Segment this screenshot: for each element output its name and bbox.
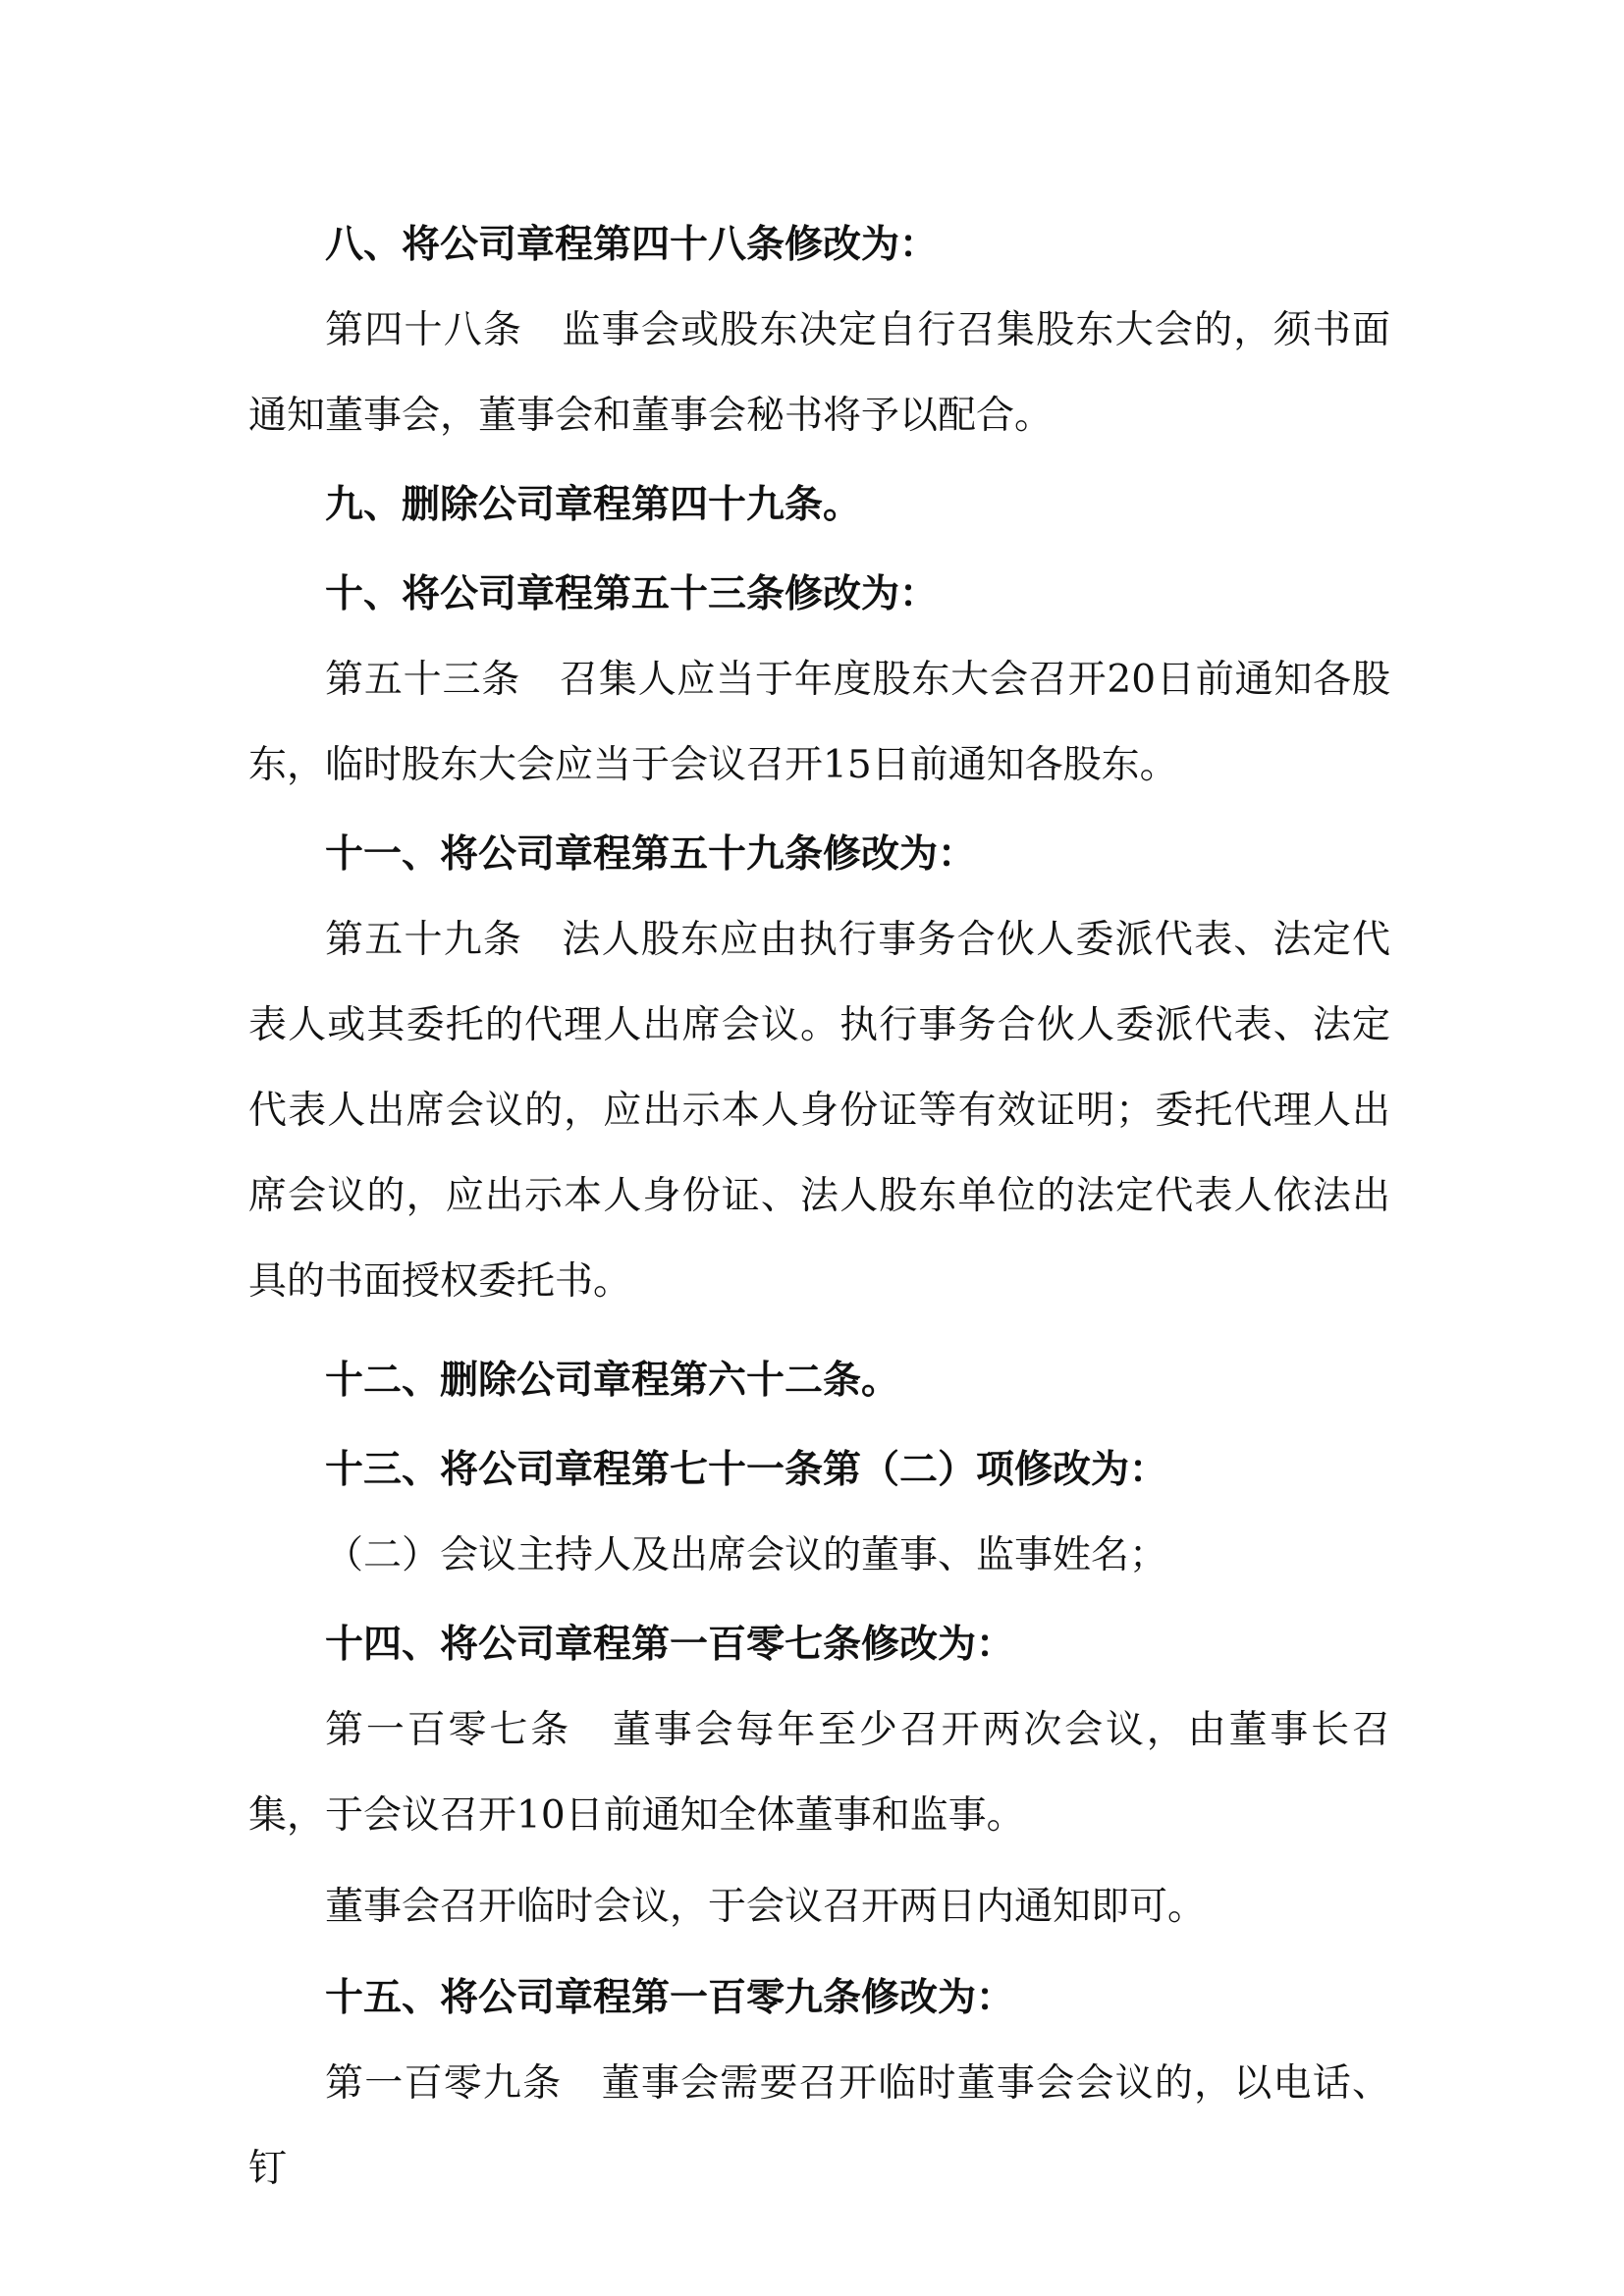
article-107-body: 第一百零七条 董事会每年至少召开两次会议，由董事长召集，于会议召开10日前通知全体董事和监事。 bbox=[248, 1708, 1390, 1838]
article-109-body: 第一百零九条 董事会需要召开临时董事会会议的，以电话、钉 bbox=[248, 2061, 1390, 2191]
document-content bbox=[248, 202, 1390, 2212]
section-heading-9: 九、删除公司章程第四十九条。 bbox=[325, 483, 862, 527]
article-107-extra: 董事会召开临时会议，于会议召开两日内通知即可。 bbox=[325, 1885, 1207, 1929]
section-heading-10: 十、将公司章程第五十三条修改为： bbox=[325, 572, 939, 616]
section-heading-13: 十三、将公司章程第七十一条第（二）项修改为： bbox=[325, 1448, 1168, 1492]
section-heading-8: 八、将公司章程第四十八条修改为： bbox=[325, 223, 939, 267]
article-48-body: 第四十八条 监事会或股东决定自行召集股东大会的，须书面通知董事会，董事会和董事会秘书将予以配合。 bbox=[248, 308, 1390, 438]
section-heading-12: 十二、删除公司章程第六十二条。 bbox=[325, 1359, 900, 1403]
section-heading-14: 十四、将公司章程第一百零七条修改为： bbox=[325, 1623, 1015, 1667]
section-heading-11: 十一、将公司章程第五十九条修改为： bbox=[325, 832, 977, 877]
article-59-body: 第五十九条 法人股东应由执行事务合伙人委派代表、法定代表人或其委托的代理人出席会议。执行事务合伙人委派代表、法定代表人出席会议的，应出示本人身份证等有效证明；委托代理人出席会议的，应出示本人身份证、法人股东单位的法定代表人依法出具的书面授权委托书。 bbox=[248, 918, 1390, 1304]
section-heading-15: 十五、将公司章程第一百零九条修改为： bbox=[325, 1976, 1015, 2020]
article-53-body: 第五十三条 召集人应当于年度股东大会召开20日前通知各股东，临时股东大会应当于会议召开15日前通知各股东。 bbox=[248, 658, 1390, 787]
article-71-item-2-body: （二）会议主持人及出席会议的董事、监事姓名； bbox=[325, 1533, 1168, 1577]
